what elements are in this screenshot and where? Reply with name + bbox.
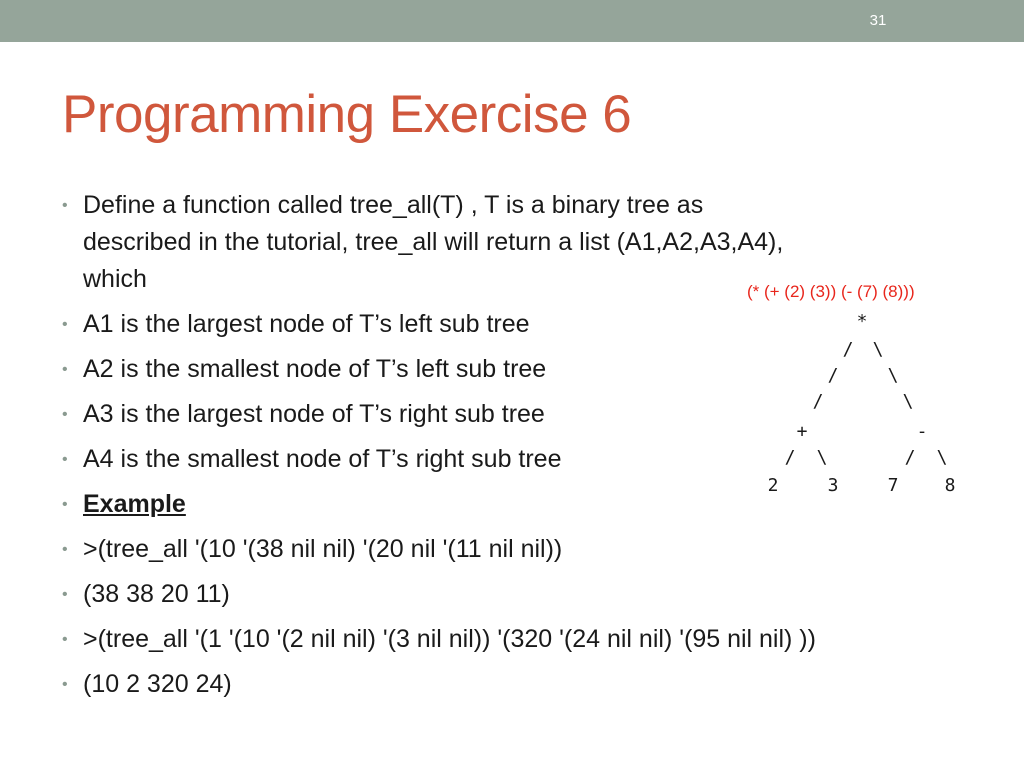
tree-root-node: * [856, 311, 868, 332]
example-heading: Example [83, 490, 186, 518]
bullet-icon: • [62, 451, 68, 468]
code-example-input: >(tree_all '(1 '(10 '(2 nil nil) '(3 nil nil)) '(320 '(24 nil nil) '(95 nil nil) )) [83, 625, 816, 653]
tree-edge: / [784, 447, 796, 468]
code-example-input: >(tree_all '(10 '(38 nil nil) '(20 nil '(11 nil nil)) [83, 535, 563, 563]
bullet-icon: • [62, 541, 68, 558]
bullet-icon: • [62, 586, 68, 603]
bullet-line: which [83, 265, 147, 293]
bullet-text: A4 is the smallest node of T’s right sub tree [83, 445, 562, 473]
tree-edge: \ [902, 391, 914, 412]
tree-edge: \ [816, 447, 828, 468]
slide-title: Programming Exercise 6 [62, 85, 632, 144]
bullet-icon: • [62, 361, 68, 378]
bullet-line: Define a function called tree_all(T) , T is a binary tree as [83, 191, 704, 219]
bullet-icon: • [62, 197, 68, 214]
tree-edge: \ [872, 339, 884, 360]
bullet-text: A2 is the smallest node of T’s left sub tree [83, 355, 547, 383]
tree-leaf-node: 2 [767, 475, 779, 496]
bullet-icon: • [62, 631, 68, 648]
tree-expression: (* (+ (2) (3)) (- (7) (8))) [747, 282, 915, 301]
code-example-output: (10 2 320 24) [83, 670, 232, 698]
tree-edge: / [812, 391, 824, 412]
tree-leaf-node: 7 [887, 475, 899, 496]
tree-edge: / [842, 339, 854, 360]
tree-edge: \ [887, 365, 899, 386]
top-bar [0, 0, 1024, 42]
tree-edge: / [827, 365, 839, 386]
bullet-line: described in the tutorial, tree_all will return a list (A1,A2,A3,A4), [83, 228, 784, 256]
bullet-text: A3 is the largest node of T’s right sub tree [83, 400, 545, 428]
bullet-text: A1 is the largest node of T’s left sub tree [83, 310, 530, 338]
binary-tree-diagram [740, 310, 980, 510]
bullet-icon: • [62, 406, 68, 423]
bullet-icon: • [62, 316, 68, 333]
tree-edge: / [904, 447, 916, 468]
tree-plus-node: + [796, 421, 808, 442]
slide-number: 31 [869, 12, 887, 29]
tree-leaf-node: 8 [944, 475, 956, 496]
code-example-output: (38 38 20 11) [83, 580, 230, 608]
bullet-icon: • [62, 496, 68, 513]
tree-minus-node: - [916, 421, 928, 442]
tree-edge: \ [936, 447, 948, 468]
bullet-icon: • [62, 676, 68, 693]
tree-leaf-node: 3 [827, 475, 839, 496]
